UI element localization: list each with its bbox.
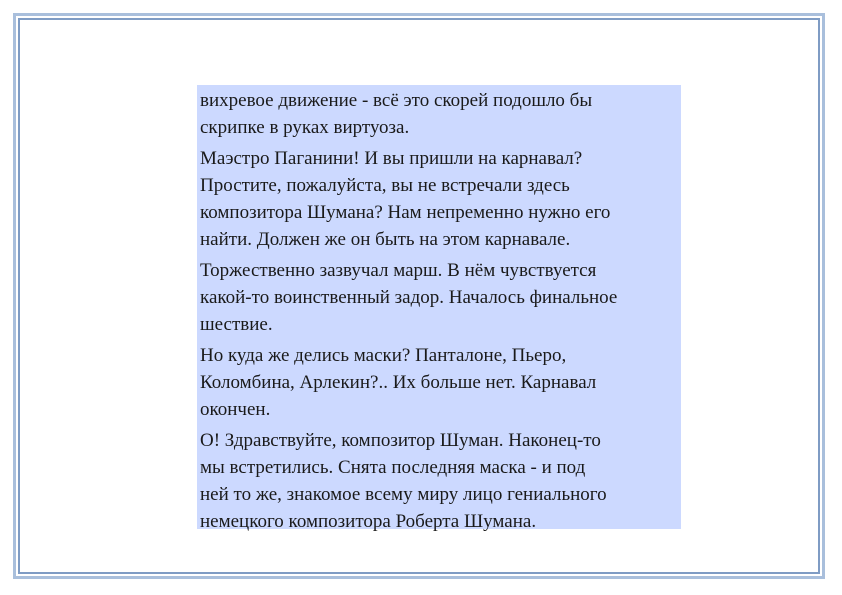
paragraph-2 [200,145,681,253]
text-line: найти. Должен же он быть на этом карнавале. [200,229,571,250]
text-line: Простите, пожалуйста, вы не встречали здесь [200,175,570,196]
text-line: О! Здравствуйте, композитор Шуман. Наконец-то [200,430,601,451]
text-line: ней то же, знакомое всему миру лицо гениального [200,484,607,505]
paragraph-5 [200,427,681,535]
paragraph-4 [200,342,681,423]
text-line: Но куда же делись маски? Панталоне, Пьеро, [200,345,567,366]
paragraph-3 [200,257,681,338]
text-line: Маэстро Паганини! И вы пришли на карнавал? [200,148,583,169]
text-box [197,85,681,532]
text-line: какой-то воинственный задор. Началось финальное [200,287,618,308]
text-line: мы встретились. Снята последняя маска - и под [200,457,586,478]
text-line: скрипке в руках виртуоза. [200,117,410,138]
text-line: окончен. [200,399,271,420]
paragraph-1 [200,87,681,141]
text-line: Коломбина, Арлекин?.. Их больше нет. Карнавал [200,372,597,393]
text-line: вихревое движение - всё это скорей подошло бы [200,90,593,111]
text-line: шествие. [200,314,273,335]
text-line: Торжественно зазвучал марш. В нём чувствуется [200,260,597,281]
text-line: композитора Шумана? Нам непременно нужно его [200,202,611,223]
text-line: немецкого композитора Роберта Шумана. [200,511,537,532]
